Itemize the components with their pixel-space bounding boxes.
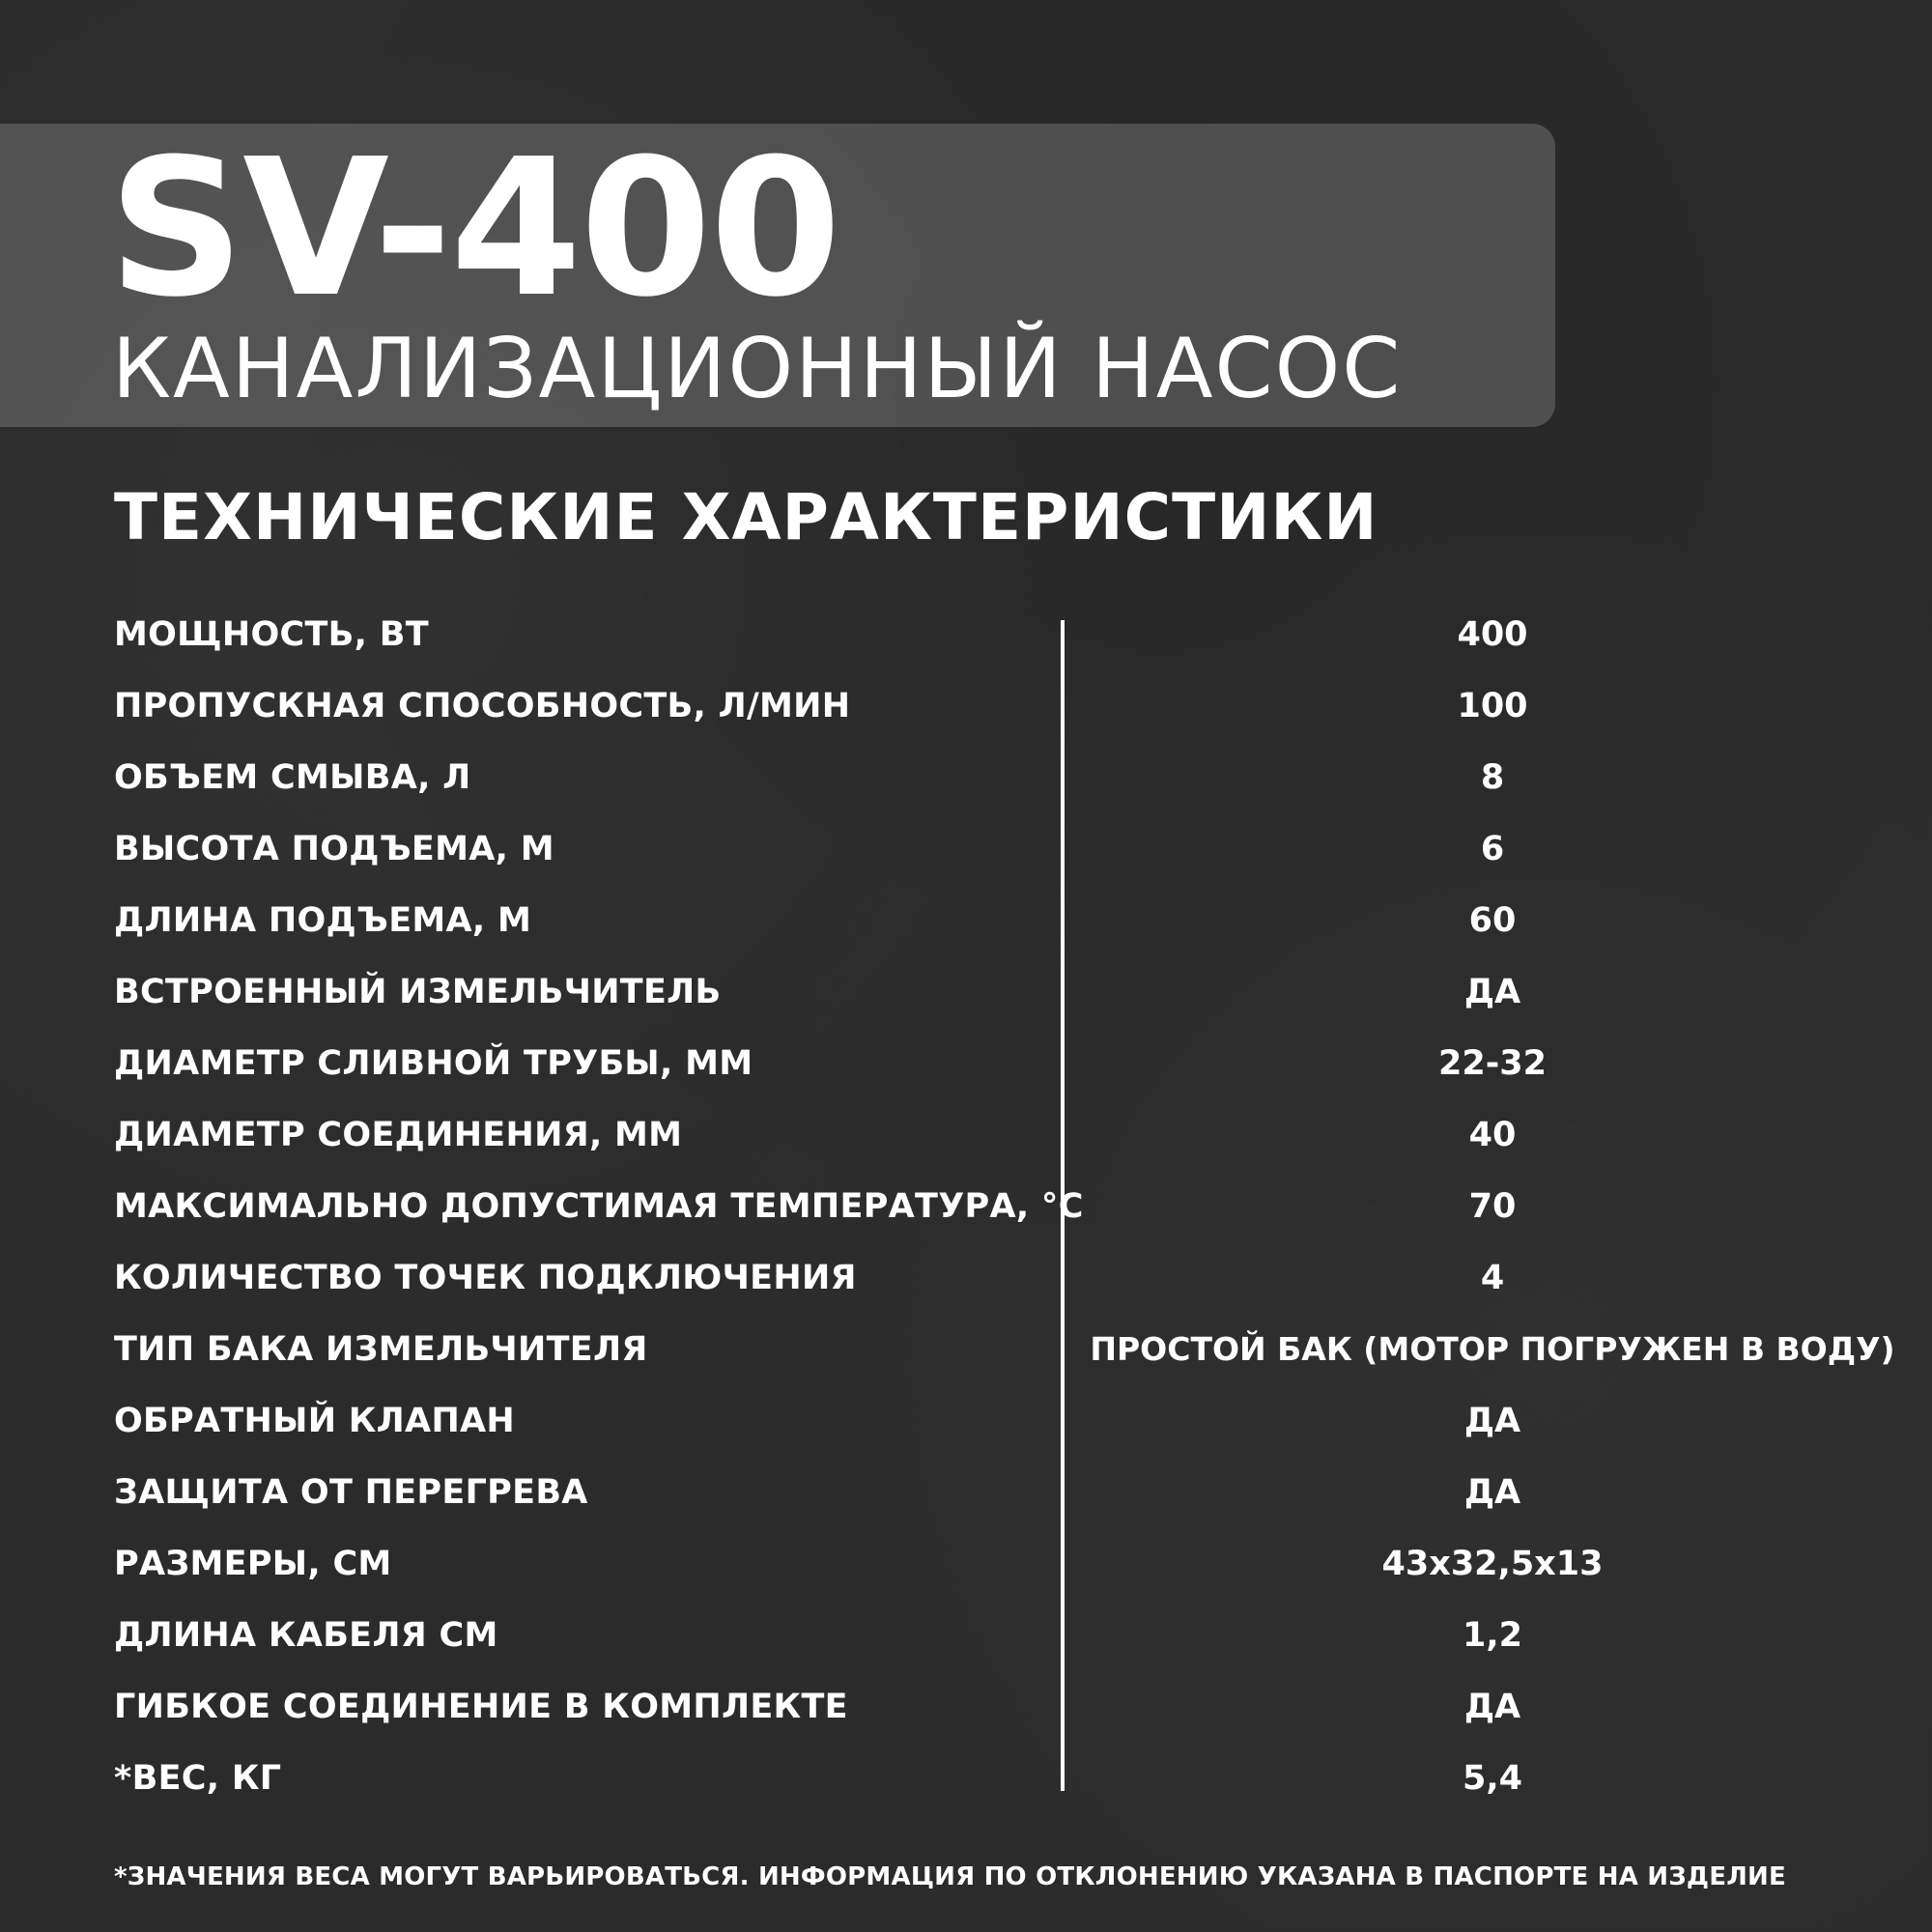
spec-label: *ВЕС, КГ [114,1759,282,1798]
spec-row-check-valve [0,1385,1932,1457]
section-heading: ТЕХНИЧЕСКИЕ ХАРАКТЕРИСТИКИ [114,480,1378,554]
spec-label: РАЗМЕРЫ, СМ [114,1545,392,1583]
spec-row-dimensions [0,1528,1932,1600]
spec-row-flexible-connection [0,1671,1932,1743]
spec-value: ДА [1463,1473,1521,1512]
spec-label: КОЛИЧЕСТВО ТОЧЕК ПОДКЛЮЧЕНИЯ [114,1259,857,1297]
product-type: КАНАЛИЗАЦИОННЫЙ НАСОС [112,321,1403,417]
spec-row-connection-diameter [0,1099,1932,1171]
spec-value: 1,2 [1462,1616,1522,1655]
spec-value: 6 [1480,830,1505,868]
spec-label: ДИАМЕТР СЛИВНОЙ ТРУБЫ, ММ [114,1044,753,1083]
spec-value: 100 [1457,687,1528,725]
spec-value: 43x32,5x13 [1381,1545,1604,1583]
spec-row-lift-length [0,885,1932,956]
spec-value: ПРОСТОЙ БАК (МОТОР ПОГРУЖЕН В ВОДУ) [1090,1330,1895,1368]
spec-value: 40 [1468,1116,1517,1154]
spec-value: 8 [1480,758,1505,797]
spec-label: ТИП БАКА ИЗМЕЛЬЧИТЕЛЯ [114,1330,648,1369]
spec-row-flush-volume [0,742,1932,813]
spec-value: ДА [1463,973,1521,1011]
spec-label: ДЛИНА ПОДЪЕМА, М [114,901,532,940]
spec-label: ПРОПУСКНАЯ СПОСОБНОСТЬ, Л/МИН [114,687,851,725]
spec-value: 5,4 [1462,1759,1522,1798]
spec-label: МОЩНОСТЬ, ВТ [114,615,429,654]
spec-value: 400 [1457,615,1528,654]
spec-row-throughput [0,670,1932,742]
spec-label: ВСТРОЕННЫЙ ИЗМЕЛЬЧИТЕЛЬ [114,973,722,1011]
spec-row-built-in-grinder [0,956,1932,1028]
spec-row-max-temperature [0,1171,1932,1242]
spec-value: 4 [1480,1259,1505,1297]
spec-value: 70 [1468,1187,1517,1226]
spec-label: ВЫСОТА ПОДЪЕМА, М [114,830,554,868]
spec-row-tank-type [0,1314,1932,1385]
spec-label: ДИАМЕТР СОЕДИНЕНИЯ, ММ [114,1116,683,1154]
spec-label: МАКСИМАЛЬНО ДОПУСТИМАЯ ТЕМПЕРАТУРА, °С [114,1187,1084,1226]
specs-table [0,599,1932,1814]
spec-label: ОБРАТНЫЙ КЛАПАН [114,1402,516,1440]
spec-value: ДА [1463,1402,1521,1440]
spec-row-lift-height [0,813,1932,885]
spec-value: ДА [1463,1688,1521,1726]
spec-row-cable-length [0,1600,1932,1671]
spec-row-connection-points [0,1242,1932,1314]
spec-row-power [0,599,1932,670]
weight-footnote: *ЗНАЧЕНИЯ ВЕСА МОГУТ ВАРЬИРОВАТЬСЯ. ИНФОРМАЦИЯ ПО ОТКЛОНЕНИЮ УКАЗАНА В ПАСПОРТЕ НА ИЗДЕЛИЕ [114,1862,1786,1891]
model-name: SV-400 [108,119,840,339]
spec-row-weight [0,1743,1932,1814]
spec-row-drain-pipe-diameter [0,1028,1932,1099]
spec-row-overheat-protection [0,1457,1932,1528]
spec-label: ДЛИНА КАБЕЛЯ СМ [114,1616,498,1655]
spec-value: 60 [1468,901,1517,940]
spec-label: ОБЪЕМ СМЫВА, Л [114,758,471,797]
spec-label: ГИБКОЕ СОЕДИНЕНИЕ В КОМПЛЕКТЕ [114,1688,848,1726]
spec-label: ЗАЩИТА ОТ ПЕРЕГРЕВА [114,1473,588,1512]
spec-value: 22-32 [1438,1044,1547,1083]
